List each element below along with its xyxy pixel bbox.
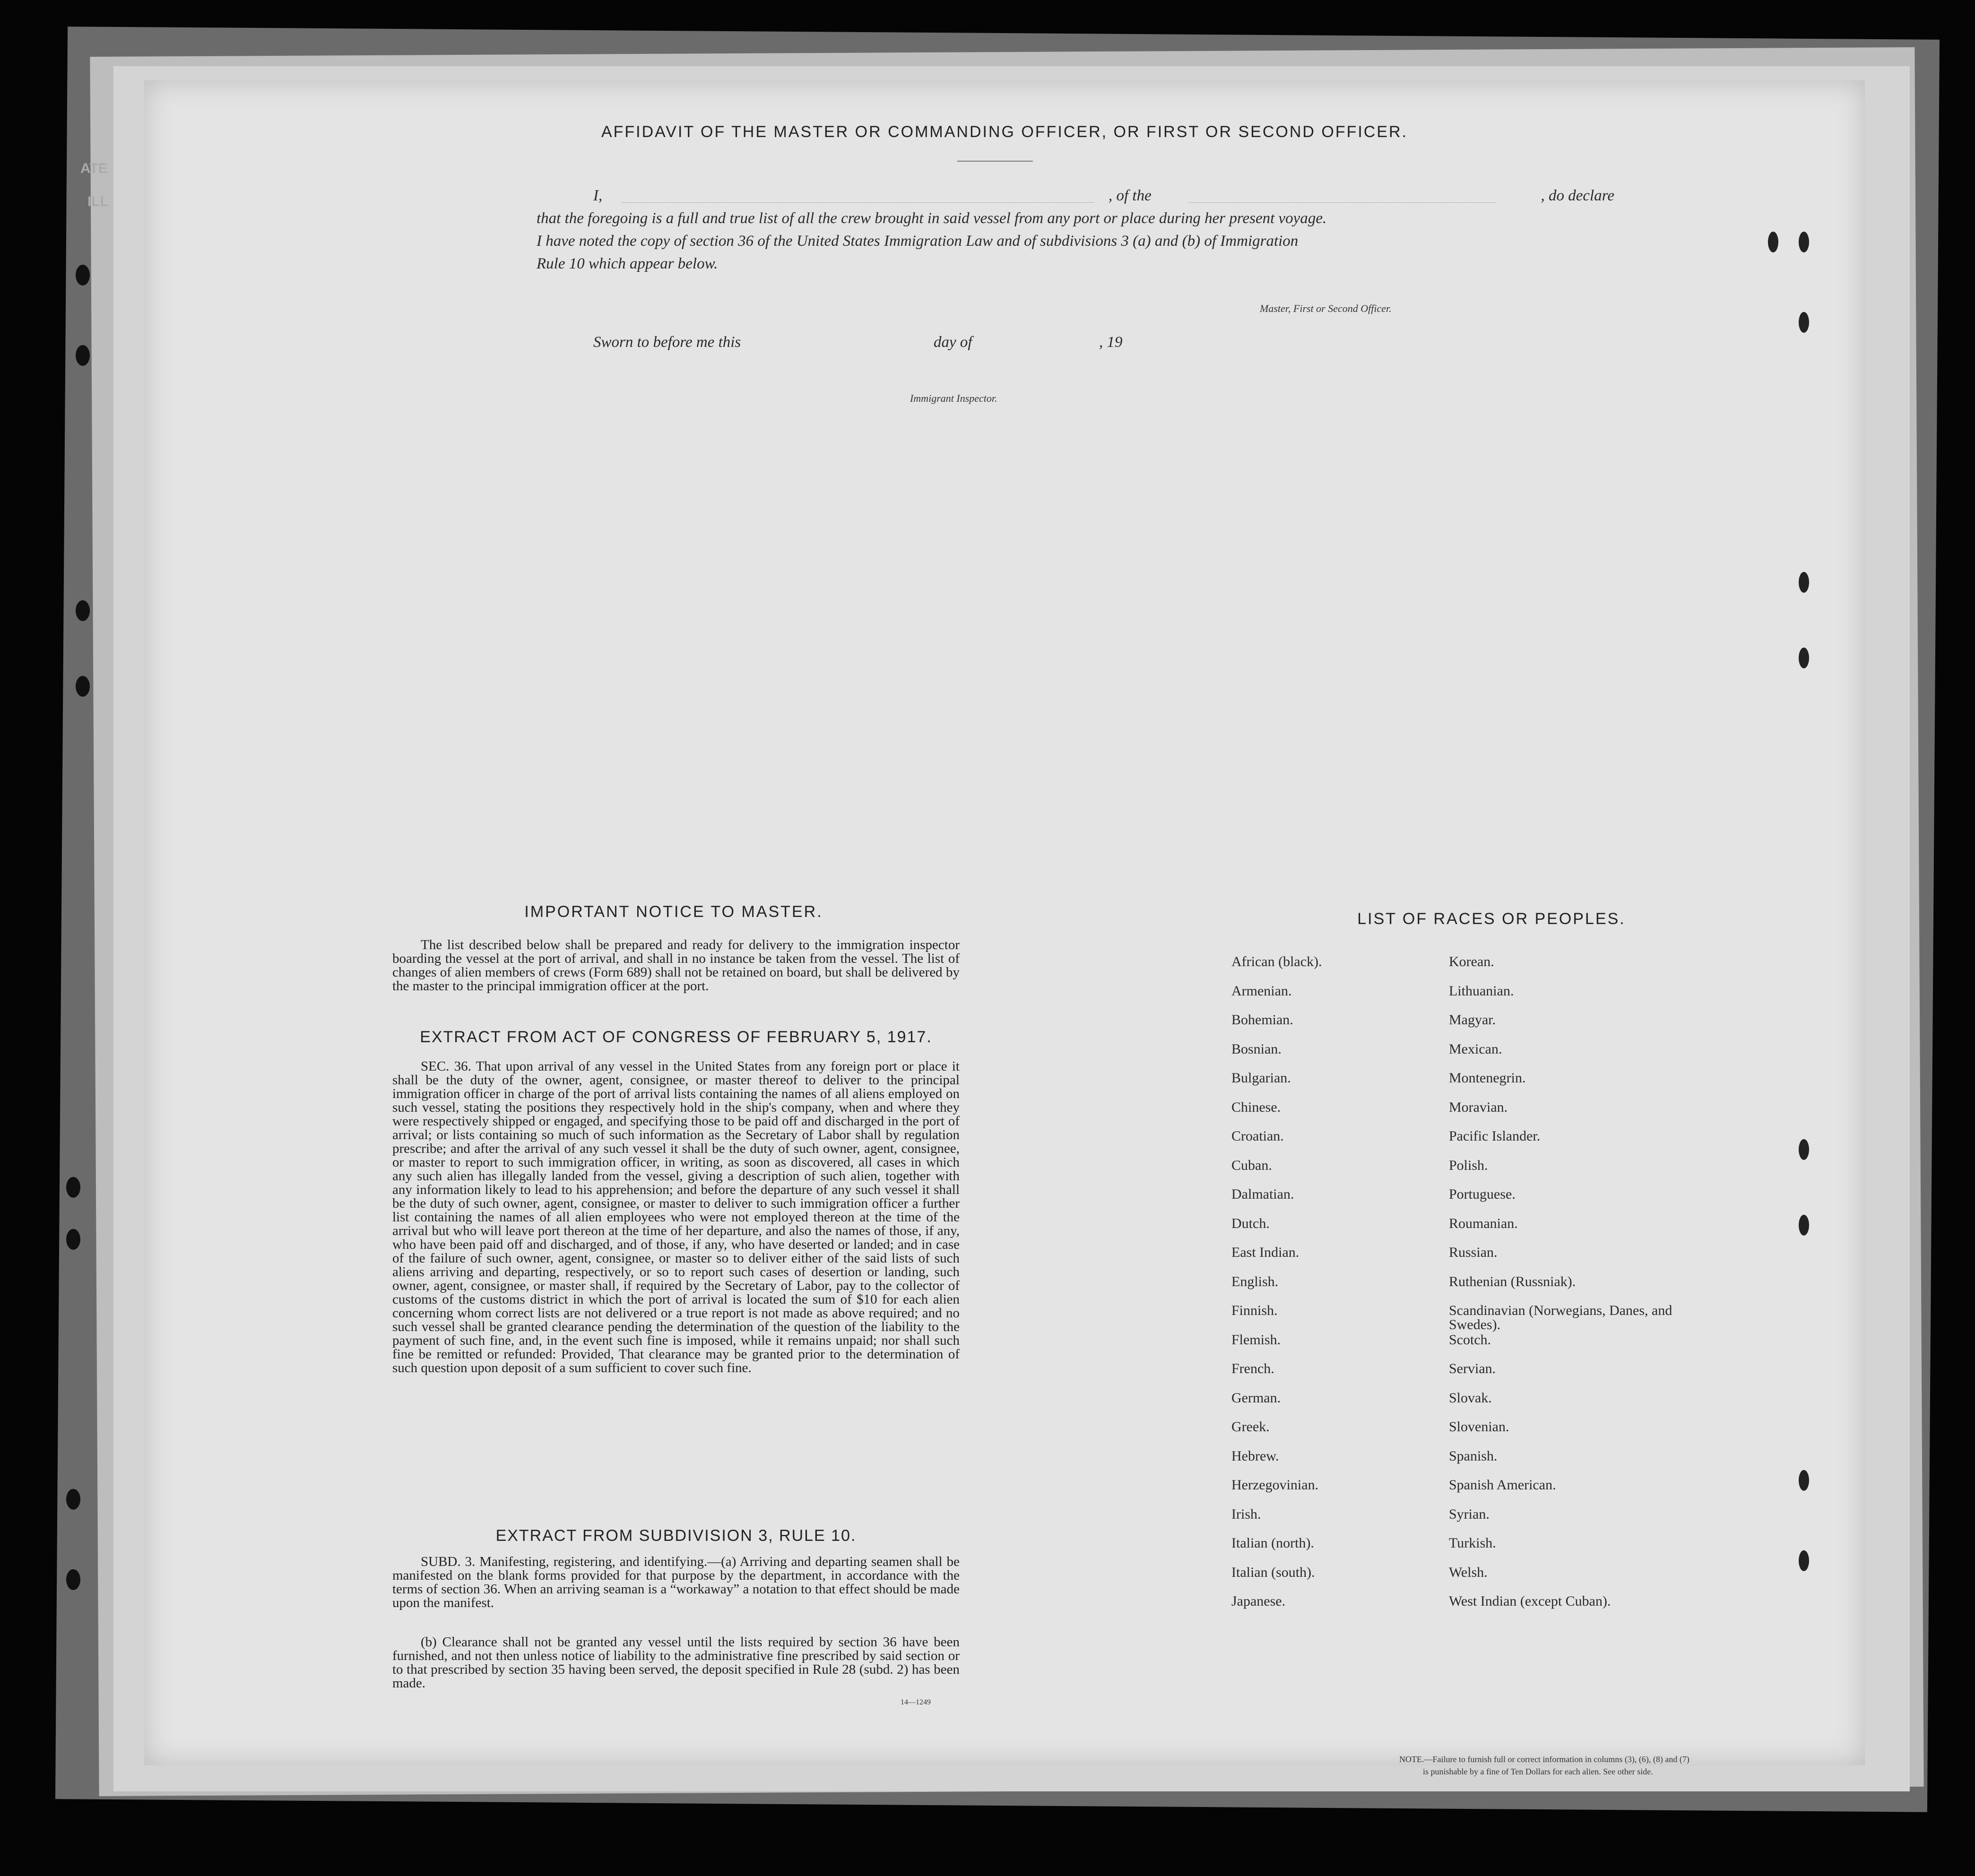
race-item: Montenegrin. [1449,1070,1526,1086]
affidavit-line-2: that the foregoing is a full and true list of all the crew brought in said vessel from any port or place during her present voyage. [537,210,1327,227]
footnote-line-1: NOTE.—Failure to furnish full or correct information in columns (3), (6), (8) and (7) [1399,1755,1689,1764]
race-item: Russian. [1449,1245,1498,1260]
inspector-caption: Immigrant Inspector. [910,392,997,404]
affidavit-line-4: Rule 10 which appear below. [537,255,718,272]
race-item: Armenian. [1231,983,1292,999]
punch-hole [66,1177,80,1198]
punch-hole [76,600,90,621]
race-item: Dutch. [1231,1215,1270,1231]
signature-caption: Master, First or Second Officer. [1260,303,1392,314]
manifest-page [144,80,1865,1765]
race-item: Italian (north). [1231,1535,1314,1551]
divider [957,161,1033,162]
punch-hole [76,345,90,366]
race-item: Herzegovinian. [1231,1477,1319,1493]
race-item: Moravian. [1449,1099,1508,1115]
edge-mark: ATE [80,161,108,176]
race-item: African (black). [1231,954,1322,969]
i-label: I, [593,187,603,204]
affidavit-title: AFFIDAVIT OF THE MASTER OR COMMANDING OFFICER, OR FIRST OR SECOND OFFICER. [601,123,1408,141]
punch-hole [66,1569,80,1590]
rule-extract-title: EXTRACT FROM SUBDIVISION 3, RULE 10. [495,1527,857,1545]
race-item: Bulgarian. [1231,1070,1291,1086]
punch-hole [1799,1139,1809,1160]
race-item: Slovenian. [1449,1419,1509,1435]
affidavit-line-3: I have noted the copy of section 36 of the United States Immigration Law and of subdivisions 3 (a) and (b) of Immigration [537,233,1299,250]
race-item: Irish. [1231,1506,1261,1522]
race-item: Korean. [1449,954,1494,969]
punch-hole [1799,312,1809,333]
race-item: Italian (south). [1231,1564,1315,1580]
races-left-column [1231,955,1430,1624]
race-item: Turkish. [1449,1535,1496,1551]
race-item: Spanish. [1449,1448,1498,1464]
rule-extract-para-b: (b) Clearance shall not be granted any vessel until the lists required by section 36 have been furnished, and not then unless notice of liability to the administrative fine prescribed by said section or to that prescribed by section 35 having been served, the deposit specified in Rule 28 (subd. 2) has been made. [392,1634,960,1691]
race-item: Bosnian. [1231,1041,1282,1057]
rule-extract-para-a: SUBD. 3. Manifesting, registering, and identifying.—(a) Arriving and departing seamen shall be manifested on the blank forms provided for that purpose by the department, in accordance with the terms of section 36. When an arriving seaman is a “workaway” a notation to that effect should be made upon the manifest. [392,1554,960,1610]
race-item: Roumanian. [1449,1215,1518,1231]
punch-hole [1799,1215,1809,1236]
race-item: Servian. [1449,1361,1496,1376]
notice-body: The list described below shall be prepared and ready for delivery to the immigration inspector boarding the vessel at the port of arrival, and shall in no instance be taken from the vessel. The list of changes of alien members of crews (Form 689) shall not be retained on board, but shall be delivered by the master to the principal immigration officer at the port. [392,937,960,994]
race-item: Syrian. [1449,1506,1490,1522]
race-item: French. [1231,1361,1274,1376]
race-item: East Indian. [1231,1245,1299,1260]
race-item: Welsh. [1449,1564,1488,1580]
race-item: Greek. [1231,1419,1270,1435]
race-item: West Indian (except Cuban). [1449,1593,1611,1609]
act-extract-body: SEC. 36. That upon arrival of any vessel in the United States from any foreign port or place it shall be the duty of the owner, agent, consignee, or master thereof to deliver to the principal immigration officer in charge of the port of arrival lists containing the names of all aliens employed on such vessel, stating the positions they respectively hold in the ship's company, when and where they were respectively shipped or engaged, and specifying those to be paid off and discharged in the port of arrival; or lists containing so much of such information as the Secretary of Labor shall by regulation prescribe; and after the arrival of any such vessel it shall be the duty of such owner, agent, consignee, or master to report to such immigration officer, in writing, as soon as discovered, all cases in which any such alien has illegally landed from the vessel, giving a description of such alien, together with any information likely to lead to his apprehension; and before the departure of any such vessel it shall be the duty of such owner, agent, consignee, or master to deliver to such immigration officer a further list containing the names of all alien employees who were not employed thereon at the time of the arrival but who will leave port thereon at the time of her departure, and also the names of those, if any, who have been paid off and discharged, and of those, if any, who have deserted or landed; and in case of the failure of such owner, agent, consignee, or master so to deliver either of the said lists of such aliens arriving and departing, respectively, or so to report such cases of desertion or landing, such owner, agent, consignee, or master shall, if required by the Secretary of Labor, pay to the collector of customs of the customs district in which the port of arrival is located the sum of $10 for each alien concerning whom correct lists are not delivered or a true report is not made as above required; and no such vessel shall be granted clearance pending the determination of the question of the liability to the payment of such fine, and, in the event such fine is imposed, while it remains unpaid; nor shall such fine be remitted or refunded: Provided, That clearance may be granted prior to the determination of such question upon deposit of a sum sufficient to cover such fine. [392,1059,960,1375]
name-blank [622,202,1094,203]
race-item: Portuguese. [1449,1186,1516,1202]
punch-hole [1768,232,1778,252]
race-item: Hebrew. [1231,1448,1279,1464]
race-item: Japanese. [1231,1593,1286,1609]
punch-hole [1799,1550,1809,1571]
of-the-label: , of the [1109,187,1152,204]
race-item: English. [1231,1273,1279,1289]
do-declare-label: , do declare [1541,187,1614,204]
race-item: Finnish. [1231,1303,1278,1318]
footnote-line-2: is punishable by a fine of Ten Dollars for each alien. See other side. [1423,1767,1653,1776]
affidavit-line-1 [593,184,1614,207]
punch-hole [1799,1470,1809,1491]
races-right-column [1449,955,1685,1624]
sworn-label: Sworn to before me this [593,334,741,351]
race-item: German. [1231,1390,1281,1406]
punch-hole [76,265,90,285]
race-item: Mexican. [1449,1041,1502,1057]
vessel-blank [1189,202,1496,203]
race-item: Cuban. [1231,1157,1272,1173]
races-title: LIST OF RACES OR PEOPLES. [1357,910,1626,928]
notice-title: IMPORTANT NOTICE TO MASTER. [524,903,823,921]
day-of-label: day of [934,334,972,351]
punch-hole [66,1489,80,1510]
race-item: Lithuanian. [1449,983,1514,999]
act-extract-title: EXTRACT FROM ACT OF CONGRESS OF FEBRUARY 5, 1917. [420,1028,932,1046]
punch-hole [76,676,90,697]
race-item: Polish. [1449,1157,1488,1173]
race-item: Slovak. [1449,1390,1492,1406]
race-item: Bohemian. [1231,1012,1293,1028]
race-item: Flemish. [1231,1331,1281,1348]
race-item: Chinese. [1231,1099,1281,1115]
race-item: Scandinavian (Norwegians, Danes, and Swedes). [1449,1303,1672,1332]
race-item: Croatian. [1231,1128,1284,1144]
year-label: , 19 [1099,334,1123,351]
edge-mark: ILL [87,194,109,209]
race-item: Ruthenian (Russniak). [1449,1273,1576,1289]
punch-hole [66,1229,80,1250]
form-number: 14—1249 [901,1698,931,1706]
race-item: Spanish American. [1449,1477,1556,1493]
sworn-line [593,331,1255,354]
race-item: Dalmatian. [1231,1186,1294,1202]
punch-hole [1799,648,1809,668]
punch-hole [1799,572,1809,593]
race-item: Pacific Islander. [1449,1128,1541,1144]
punch-hole [1799,232,1809,252]
race-item: Scotch. [1449,1331,1491,1348]
race-item: Magyar. [1449,1012,1496,1028]
